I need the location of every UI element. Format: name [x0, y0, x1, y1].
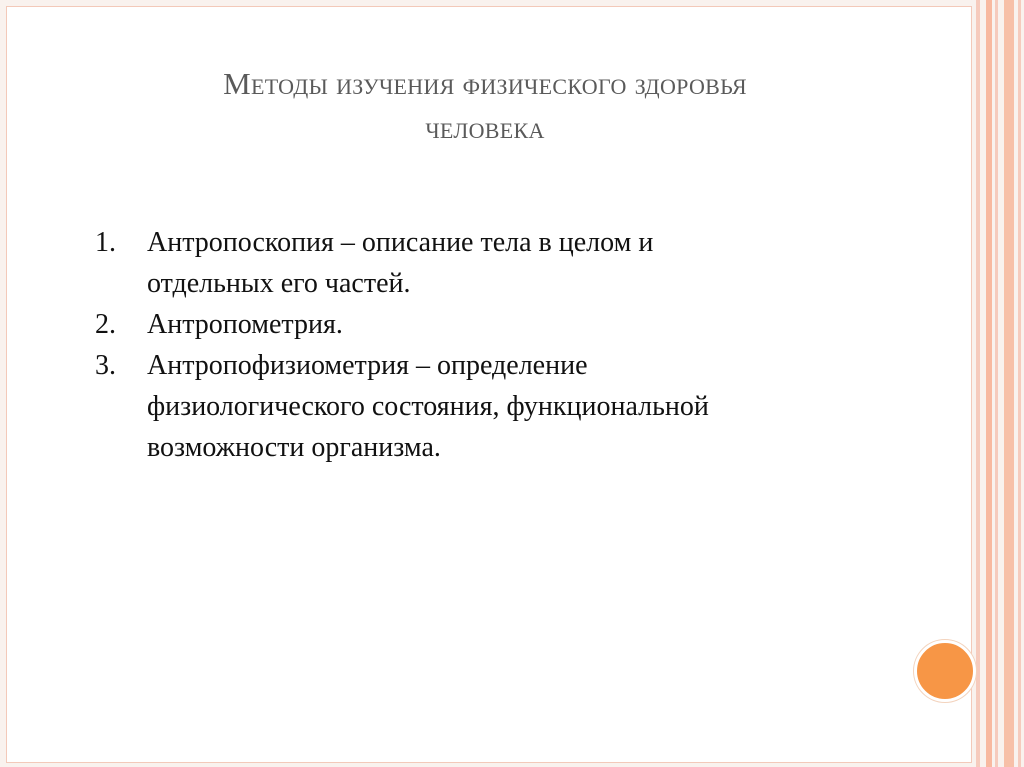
decorative-stripe — [986, 0, 992, 767]
decorative-stripe — [976, 0, 980, 767]
list-item-number: 1. — [95, 227, 116, 258]
decorative-stripe — [1018, 0, 1021, 767]
slide-title — [60, 62, 910, 150]
list-item-text-line: возможности организма. — [147, 432, 441, 463]
orange-circle-decoration — [914, 640, 976, 702]
list-item-number: 3. — [95, 350, 116, 381]
methods-list — [95, 222, 875, 468]
list-item — [95, 304, 875, 345]
list-item — [95, 345, 875, 468]
list-item — [95, 222, 875, 304]
decorative-stripe — [995, 0, 998, 767]
list-item-text-line: Антропоскопия – описание тела в целом и — [147, 227, 654, 258]
list-item-text-line: Антропофизиометрия – определение — [147, 350, 588, 381]
list-item-text-line: Антропометрия. — [147, 309, 343, 340]
slide-title-line-1: Методы изучения физического здоровья — [223, 66, 747, 101]
decorative-stripe — [1004, 0, 1014, 767]
list-item-number: 2. — [95, 309, 116, 340]
list-item-text-line: отдельных его частей. — [147, 268, 411, 299]
list-item-text-line: физиологического состояния, функциональной — [147, 391, 709, 422]
slide-title-line-2: человека — [425, 110, 545, 145]
